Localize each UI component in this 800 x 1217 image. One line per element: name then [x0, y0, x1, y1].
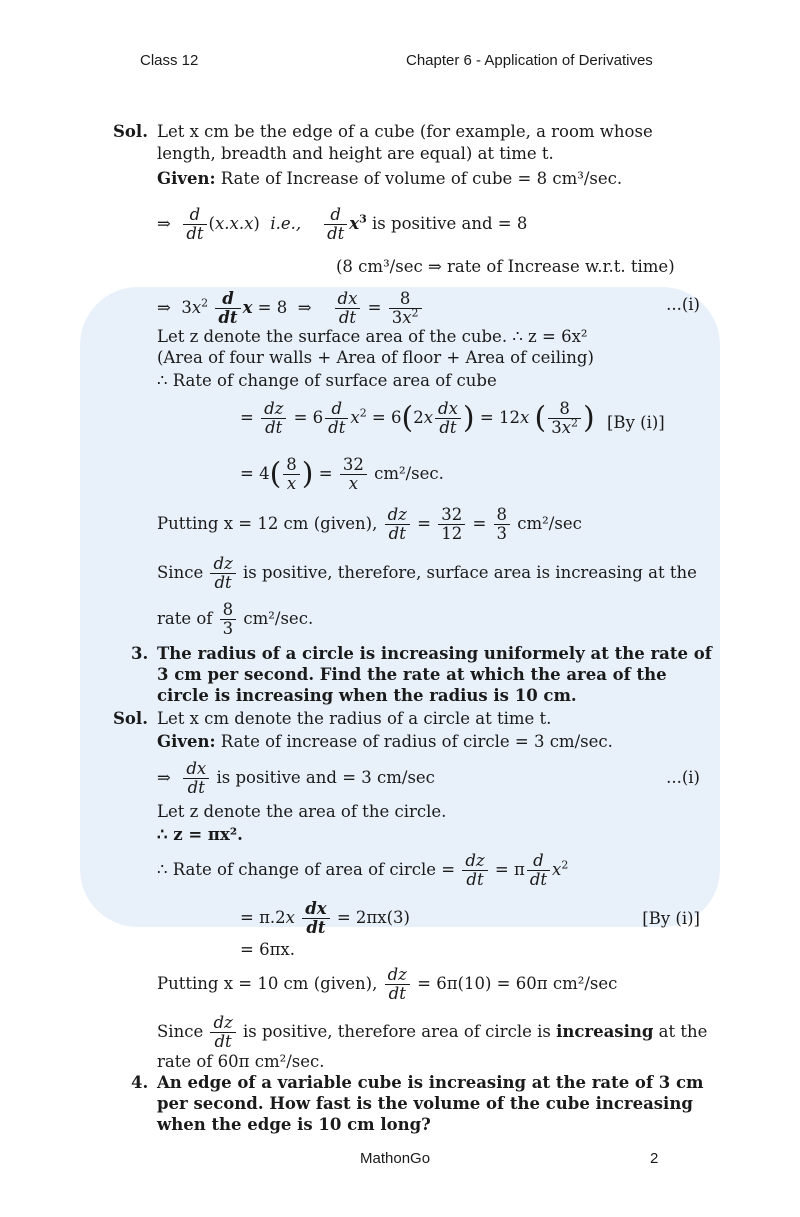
header-chapter: Chapter 6 - Application of Derivatives: [406, 52, 653, 69]
q4-line3: when the edge is 10 cm long?: [157, 1115, 431, 1134]
sol2-eq-tag: ...(i): [666, 768, 700, 787]
sol2-putting-text: Putting x = 10 cm (given),: [157, 974, 378, 993]
sol1-unit-c: cm²/sec.: [243, 609, 314, 628]
sol1-eq-simplified: = 4( $\frac{8}{x}$ ) = $\frac{32}{x}$ cm²/sec.: [240, 455, 444, 493]
sol2-eq-dxdt: ⇒ $\frac{dx}{dt}$ is positive and = 3 cm/sec: [157, 759, 435, 797]
sol1-since-a: Since: [157, 563, 204, 582]
sol2-by-i: [By (i)]: [642, 909, 700, 928]
sol2-since-c: increasing: [556, 1022, 654, 1041]
sol2-rate-text: ∴ Rate of change of area of circle =: [157, 860, 456, 879]
q4-line1: An edge of a variable cube is increasing at the rate of 3 cm: [157, 1073, 704, 1092]
sol2-line11: rate of 60π cm²/sec.: [157, 1052, 325, 1071]
sol1-line8: (Area of four walls + Area of floor + Area of ceiling): [157, 348, 594, 367]
sol2-since-b: is positive, therefore area of circle is: [242, 1022, 551, 1041]
sol1-given: [157, 168, 622, 190]
sol2-line5: ∴ z = πx².: [157, 825, 243, 844]
sol1-line5: (8 cm³/sec ⇒ rate of Increase w.r.t. time): [336, 257, 675, 276]
sol2-since-a: Since: [157, 1022, 204, 1041]
sol2-line8: = 6πx.: [240, 940, 295, 959]
sol2-putting: Putting x = 10 cm (given), $\frac{dz}{dt}$ = 6π(10) = 60π cm²/sec: [157, 965, 618, 1003]
header-class: Class 12: [140, 52, 199, 69]
sol1-rate-text: rate of: [157, 609, 213, 628]
sol1-rate: rate of $\frac{8}{3}$ cm²/sec.: [157, 600, 314, 638]
sol2-eq-tail: = 2πx(3): [336, 908, 410, 927]
sol2-line1: Let x cm denote the radius of a circle at time t.: [157, 709, 552, 728]
sol1-is-positive: is positive and = 8: [372, 214, 528, 233]
sol1-line7: Let z denote the surface area of the cube. ∴ z = 6x²: [157, 327, 588, 346]
sol1-eq-dxdt: ⇒ $3x^2$ $\frac{d}{dt}$ x = 8 ⇒ $\frac{dx}{dt}$ = $\frac{8}{3x^2}$: [157, 290, 424, 327]
sol2-given: [157, 731, 613, 753]
sol1-eq-tag: ...(i): [666, 295, 700, 314]
sol2-putting-tail: = 6π(10) = 60π cm²/sec: [417, 974, 618, 993]
footer-brand: MathonGo: [360, 1150, 431, 1167]
q3-line1: The radius of a circle is increasing uniformely at the rate of: [157, 644, 712, 663]
sol1-label: Sol.: [113, 122, 148, 141]
sol1-line9: ∴ Rate of change of surface area of cube: [157, 371, 497, 390]
sol2-label: Sol.: [113, 709, 148, 728]
sol1-eq-derivative: ⇒ $\frac{d}{dt}$ (x.x.x) i.e., $\frac{d}{dt}$ $x^3$ is positive and = 8: [157, 205, 528, 243]
sol1-putting-text: Putting x = 12 cm (given),: [157, 514, 378, 533]
q4-number: 4.: [131, 1073, 149, 1092]
sol2-given-label: Given:: [157, 732, 216, 751]
sol2-eq-pi: = π.2x $\frac{dx}{dt}$ = 2πx(3): [240, 899, 410, 937]
sol1-eq-dzdt: = $\frac{dz}{dt}$ = 6 $\frac{d}{dt}$ $x^2 = 6(2x$ $\frac{dx}{dt}$ ) = 12x ( $\frac{8}{3x^2}$ ): [240, 399, 595, 437]
sol1-given-text: Rate of Increase of volume of cube = 8 cm³/sec.: [220, 169, 623, 188]
sol1-given-label: Given:: [157, 169, 216, 188]
sol1-since-b: is positive, therefore, surface area is increasing at the: [242, 563, 697, 582]
q3-line3: circle is increasing when the radius is 10 cm.: [157, 686, 577, 705]
q3-number: 3.: [131, 644, 149, 663]
sol1-unit-b: cm²/sec: [517, 514, 582, 533]
footer-page-number: 2: [650, 1150, 659, 1167]
sol1-since: Since $\frac{dz}{dt}$ is positive, therefore, surface area is increasing at the: [157, 554, 697, 592]
q3-line2: 3 cm per second. Find the rate at which the area of the: [157, 665, 667, 684]
sol1-unit-a: cm²/sec.: [374, 464, 444, 483]
sol2-since-d: at the: [658, 1022, 708, 1041]
sol2-is-positive: is positive and = 3 cm/sec: [216, 768, 435, 787]
sol1-by-i: [By (i)]: [607, 413, 665, 432]
sol1-line2: length, breadth and height are equal) at time t.: [157, 144, 554, 163]
q4-line2: per second. How fast is the volume of the cube increasing: [157, 1094, 693, 1113]
sol2-rate-eq: ∴ Rate of change of area of circle = $\frac{dz}{dt}$ = π $\frac{d}{dt}$ $x^2$: [157, 851, 569, 889]
sol2-since: Since $\frac{dz}{dt}$ is positive, therefore area of circle is increasing at the: [157, 1013, 708, 1051]
sol2-given-text: Rate of increase of radius of circle = 3 cm/sec.: [220, 732, 613, 751]
sol1-putting: Putting x = 12 cm (given), $\frac{dz}{dt}$ = $\frac{32}{12}$ = $\frac{8}{3}$ cm²/sec: [157, 505, 582, 543]
sol1-line1: Let x cm be the edge of a cube (for example, a room whose: [157, 122, 653, 141]
sol2-line4: Let z denote the area of the circle.: [157, 802, 447, 821]
